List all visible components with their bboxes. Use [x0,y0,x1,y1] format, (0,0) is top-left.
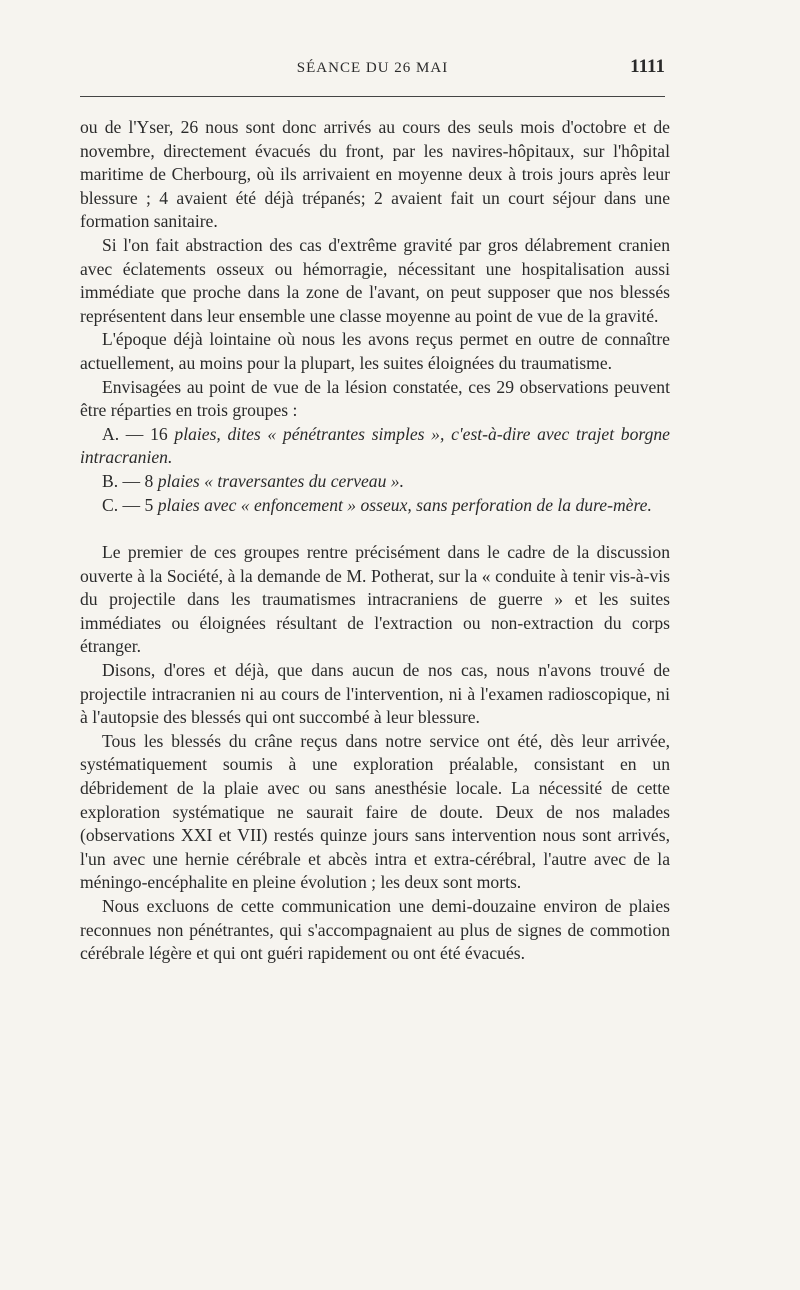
paragraph-7: Tous les blessés du crâne reçus dans notre service ont été, dès leur arrivée, systématiquement soumis à une exploration préalable, consistant en un débridement de la plaie avec ou sans anesthésie locale. La nécessité de cette exploration systématique ne saurait faire de doute. Deux de nos malades (observations XXI et VII) restés quinze jours sans intervention nous sont arrivés, l'un avec une hernie cérébrale et abcès intra et extra-cérébral, l'autre avec de la méningo-encéphalite en pleine évolution ; les deux sont morts. [80,730,670,893]
group-c-item [80,494,670,518]
header-rule [80,96,665,97]
page-header [80,56,665,92]
paragraph-8: Nous excluons de cette communication une demi-douzaine environ de plaies reconnues non pénétrantes, qui s'accompagnaient au plus de signes de commotion cérébrale légère et qui ont guéri rapidement ou ont été évacués. [80,896,670,964]
running-head: SÉANCE DU 26 MAI [296,60,449,76]
page-number: 1111 [630,56,665,77]
paragraph-1: ou de l'Yser, 26 nous sont donc arrivés au cours des seuls mois d'octobre et de novembre, directement évacués du front, par les navires-hôpitaux, sur l'hôpital maritime de Cherbourg, où ils arrivaient en moyenne deux à trois jours après leur blessure ; 4 avaient été déjà trépanés; 2 avaient fait un court séjour dans une formation sanitaire. [80,117,670,232]
group-a-label: A. — 16 [102,423,168,444]
group-a-item [80,423,670,470]
paragraph-3: L'époque déjà lointaine où nous les avons reçus permet en outre de connaître actuellement, au moins pour la plupart, les suites éloignées du traumatisme. [80,329,670,373]
group-b-text: plaies « traversantes du cerveau ». [157,470,404,491]
group-b-label: B. — 8 [102,470,154,491]
group-b-item [80,470,670,494]
body-text [80,116,670,966]
paragraph-5: Le premier de ces groupes rentre précisément dans le cadre de la discussion ouverte à la Société, à la demande de M. Potherat, sur la « conduite à tenir vis-à-vis du projectile dans les traumatismes intracraniens de guerre » et les suites immédiates ou éloignées résultant de l'extraction ou non-extraction du corps étranger. [80,542,670,657]
paragraph-2: Si l'on fait abstraction des cas d'extrême gravité par gros délabrement cranien avec éclatements osseux ou hémorragie, nécessitant une hospitalisation aussi immédiate que proche dans la zone de l'avant, on peut supposer que nos blessés représentent dans leur ensemble une classe moyenne au point de vue de la gravité. [80,234,670,326]
paragraph-6: Disons, d'ores et déjà, que dans aucun de nos cas, nous n'avons trouvé de projectile intracranien ni au cours de l'intervention, ni à l'examen radioscopique, ni à l'autopsie des blessés qui ont succombé à leur blessure. [80,660,670,728]
paragraph-4: Envisagées au point de vue de la lésion constatée, ces 29 observations peuvent être réparties en trois groupes : [80,376,670,421]
group-c-text: plaies avec « enfoncement » osseux, sans perforation de la dure-mère. [157,494,652,515]
group-a-text: plaies, dites « pénétrantes simples », c'est-à-dire avec trajet borgne intracranien. [80,423,670,468]
group-c-label: C. — 5 [102,494,154,515]
